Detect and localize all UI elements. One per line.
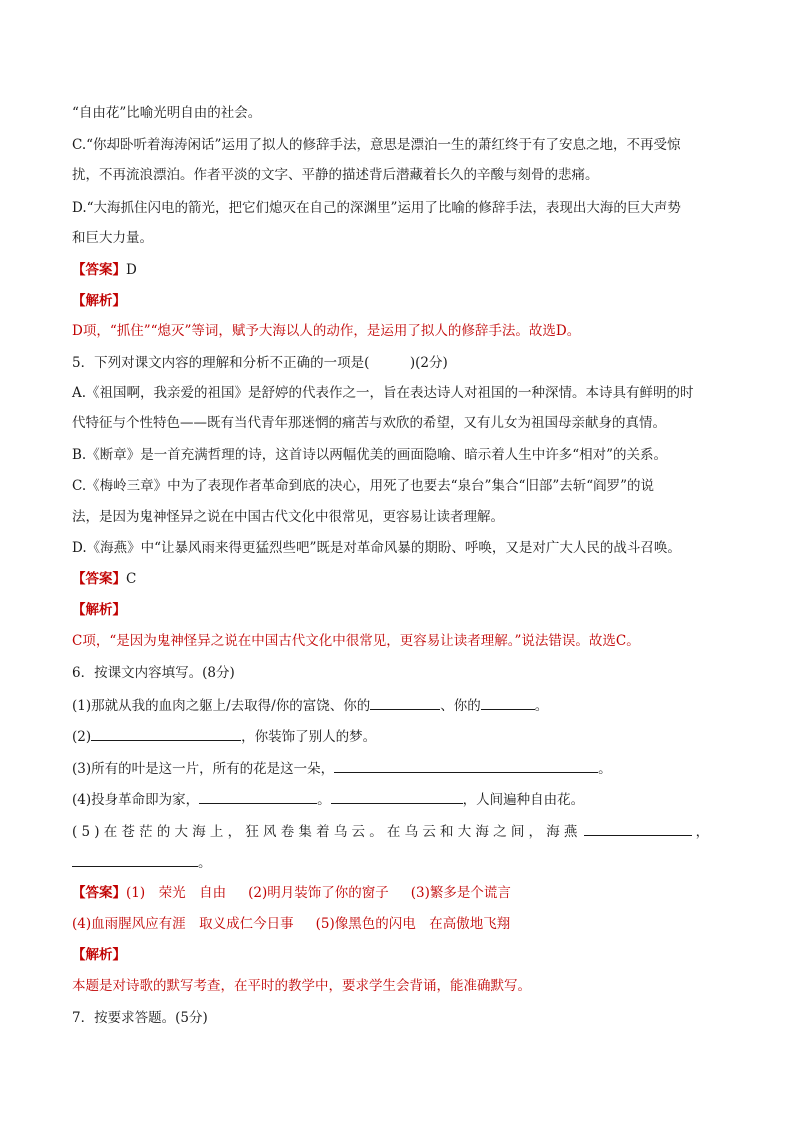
fill-blank[interactable] <box>481 696 535 710</box>
q5-analysis-label <box>72 601 126 619</box>
fill-blank[interactable] <box>331 790 463 804</box>
q6-answer-line2 <box>72 915 510 933</box>
q6-item-2-num: (2) <box>72 729 92 745</box>
answer-label: 【答案】 <box>72 571 126 587</box>
q5-option-a-line1: A.《祖国啊，我亲爱的祖国》是舒婷的代表作之一，旨在表达诗人对祖国的一种深情。本诗具有鲜明的时 <box>72 385 694 401</box>
q6-answer-1: (1) 荣光 自由 <box>126 885 227 901</box>
prev-option-d-line2: 和巨大力量。 <box>72 230 153 246</box>
q6-item-3-text: (3)所有的叶是这一片，所有的花是这一朵， <box>72 761 335 777</box>
fill-blank[interactable] <box>584 822 692 836</box>
fill-blank[interactable] <box>199 790 317 804</box>
q6-answer-5: (5)像黑色的闪电 在高傲地飞翔 <box>315 916 511 932</box>
q6-analysis-text: 本题是对诗歌的默写考查，在平时的教学中，要求学生会背诵，能准确默写。 <box>72 978 531 994</box>
answer-label: 【答案】 <box>72 262 126 278</box>
q6-item-4 <box>72 790 584 809</box>
prev-analysis-label <box>72 292 126 310</box>
q6-item-5-line2 <box>72 853 212 872</box>
q6-item-1 <box>72 696 548 715</box>
q6-item-2 <box>72 727 376 746</box>
q6-item-5-end: 。 <box>198 855 212 871</box>
prev-option-c-line2: 扰，不再流浪漂泊。作者平淡的文字、平静的描述背后潜藏着长久的辛酸与刻骨的悲痛。 <box>72 167 599 183</box>
q6-answer-3: (3)繁多是个谎言 <box>410 885 511 901</box>
fill-blank[interactable] <box>91 727 241 741</box>
prev-option-c-line1: C.“你却卧听着海涛闲话”运用了拟人的修辞手法，意思是漂泊一生的萧红终于有了安息之地，不再受惊 <box>72 137 681 153</box>
q5-answer <box>72 570 136 588</box>
answer-label: 【答案】 <box>72 885 126 901</box>
question-7-stem: 7．按要求答题。(5分) <box>72 1010 208 1026</box>
q6-item-3-end: 。 <box>598 761 612 777</box>
q6-answer-line1 <box>72 884 511 902</box>
q6-item-5-line1 <box>72 822 713 841</box>
q6-item-5-text: (5)在苍茫的大海上，狂风卷集着乌云。在乌云和大海之间，海燕 <box>72 824 582 840</box>
fill-blank[interactable] <box>370 696 440 710</box>
question-5-stem: 5．下列对课文内容的理解和分析不正确的一项是( )(2分) <box>72 355 448 371</box>
q5-analysis-text: C项，“是因为鬼神怪异之说在中国古代文化中很常见，更容易让读者理解。”说法错误。故选C。 <box>72 633 640 649</box>
q6-item-1-text: (1)那就从我的血肉之躯上/去取得/你的富饶、你的 <box>72 698 371 714</box>
analysis-label: 【解析】 <box>72 293 126 309</box>
q5-option-c-line1: C.《梅岭三章》中为了表现作者革命到底的决心，用死了也要去“泉台”集合“旧部”去斩“阎罗”的说 <box>72 478 655 494</box>
fill-blank[interactable] <box>334 759 598 773</box>
q6-item-4-end: ，人间遍种自由花。 <box>462 792 585 808</box>
q5-option-a-line2: 代特征与个性特色——既有当代青年那迷惘的痛苦与欢欣的希望，又有儿女为祖国母亲献身的真情。 <box>72 415 666 431</box>
q6-answer-2: (2)明月装饰了你的窗子 <box>248 885 389 901</box>
q6-item-3 <box>72 759 612 778</box>
q6-item-1-sep: 、你的 <box>440 698 481 714</box>
answer-value: D <box>126 262 137 278</box>
prev-option-b-tail: “自由花”比喻光明自由的社会。 <box>72 105 262 121</box>
q5-option-d: D.《海燕》中“让暴风雨来得更猛烈些吧”既是对革命风暴的期盼、呼唤，又是对广大人民的战斗召唤。 <box>72 540 681 556</box>
q6-item-1-end: 。 <box>534 698 549 714</box>
q6-item-5-sep: ， <box>695 824 714 840</box>
answer-value: C <box>126 571 137 587</box>
q6-item-2-text: ，你装饰了别人的梦。 <box>241 729 377 745</box>
analysis-label: 【解析】 <box>72 602 126 618</box>
analysis-label: 【解析】 <box>72 947 126 963</box>
q6-item-4-text: (4)投身革命即为家， <box>72 792 200 808</box>
q6-answer-4: (4)血雨腥风应有涯 取义成仁今日事 <box>72 916 294 932</box>
q6-analysis-label <box>72 946 126 964</box>
q5-option-c-line2: 法，是因为鬼神怪异之说在中国古代文化中很常见，更容易让读者理解。 <box>72 509 504 525</box>
fill-blank[interactable] <box>72 853 198 867</box>
question-6-stem: 6．按课文内容填写。(8分) <box>72 665 235 681</box>
q5-option-b: B.《断章》是一首充满哲理的诗，这首诗以两幅优美的画面隐喻、暗示着人生中许多“相对”的关系。 <box>72 447 668 463</box>
prev-analysis-text: D项，“抓住”“熄灭”等词，赋予大海以人的动作，是运用了拟人的修辞手法。故选D。 <box>72 323 581 339</box>
prev-option-d-line1: D.“大海抓住闪电的箭光，把它们熄灭在自己的深渊里”运用了比喻的修辞手法，表现出大海的巨大声势 <box>72 200 681 216</box>
q6-item-4-sep: 。 <box>317 792 331 808</box>
prev-answer <box>72 261 137 279</box>
